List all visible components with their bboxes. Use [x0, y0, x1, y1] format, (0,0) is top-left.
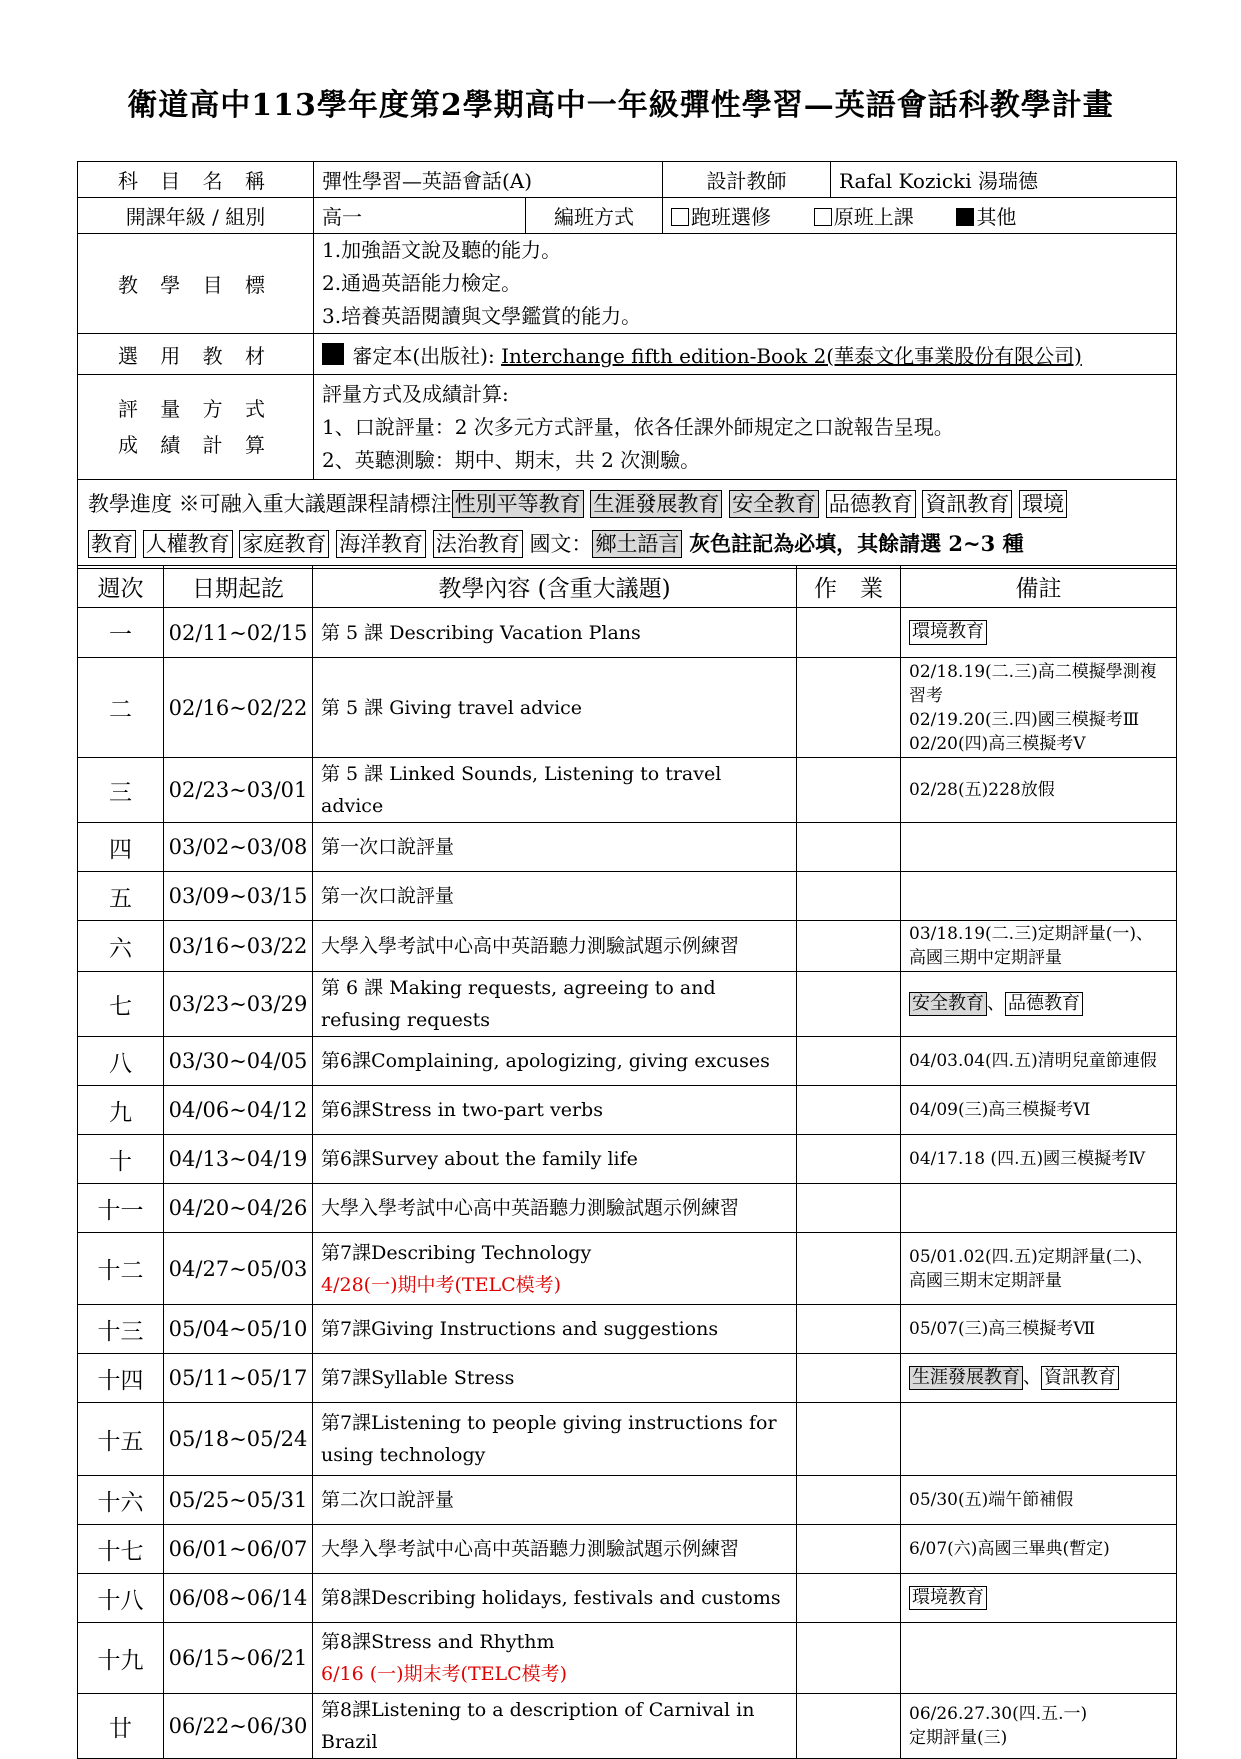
week-cell: 十二 — [78, 1233, 164, 1305]
issue-tag: 資訊教育 — [922, 490, 1012, 518]
content-cell — [313, 1135, 797, 1184]
header-date: 日期起訖 — [164, 566, 313, 608]
content-text: 第 5 課 Describing Vacation Plans — [321, 621, 641, 644]
content-cell — [313, 921, 797, 972]
notes-cell — [901, 658, 1177, 758]
date-cell: 06/15~06/21 — [164, 1623, 313, 1694]
content-cell — [313, 1037, 797, 1086]
note-line: 03/18.19(二.三)定期評量(一)、高國三期中定期評量 — [909, 924, 1153, 968]
notes-cell — [901, 872, 1177, 921]
teacher-label: 設計教師 — [663, 162, 831, 198]
issue-tag: 教育 — [88, 530, 136, 558]
assessment-detail: 評量方式及成績計算: 1、口說評量：2 次多元方式評量，依各任課外師規定之口說報告呈現。 2、英聽測驗：期中、期末，共 2 次測驗。 — [314, 375, 1177, 480]
content-cell — [313, 972, 797, 1037]
content-cell — [313, 1476, 797, 1525]
note-line: 02/19.20(三.四)國三模擬考Ⅲ — [909, 709, 1140, 730]
schedule-row — [78, 1184, 1177, 1233]
class-mode-options — [663, 198, 1177, 234]
note-line: 06/26.27.30(四.五.一) — [909, 1704, 1088, 1724]
issue-tag: 品德教育 — [826, 490, 916, 518]
homework-cell — [797, 972, 901, 1037]
goal-item: 3.培養英語閱讀與文學鑑賞的能力。 — [322, 304, 642, 328]
checkbox-unchecked[interactable] — [671, 208, 689, 226]
schedule-row — [78, 1305, 1177, 1354]
notes-cell — [901, 1305, 1177, 1354]
goal-item: 2.通過英語能力檢定。 — [322, 271, 522, 295]
notes-cell — [901, 1476, 1177, 1525]
week-cell: 十九 — [78, 1623, 164, 1694]
homework-cell — [797, 872, 901, 921]
notes-cell — [901, 1574, 1177, 1623]
homework-cell — [797, 1037, 901, 1086]
date-cell: 03/02~03/08 — [164, 823, 313, 872]
homework-cell — [797, 1354, 901, 1403]
notes-cell — [901, 1233, 1177, 1305]
homework-cell — [797, 823, 901, 872]
content-text: 第6課Complaining, apologizing, giving excuses — [321, 1050, 770, 1072]
assessment-label: 評 量 方 式 成 績 計 算 — [78, 375, 314, 480]
date-cell: 02/11~02/15 — [164, 608, 313, 658]
date-cell: 05/25~05/31 — [164, 1476, 313, 1525]
date-cell: 04/27~05/03 — [164, 1233, 313, 1305]
issue-tag-gray: 生涯發展教育 — [590, 490, 722, 518]
material-title: Interchange fifth edition-Book 2(華泰文化事業股份有限公司) — [501, 343, 1082, 368]
homework-cell — [797, 758, 901, 823]
content-text: 第 6 課 Making requests, agreeing to and refusing requests — [321, 977, 716, 1031]
date-cell: 02/23~03/01 — [164, 758, 313, 823]
course-info-table — [77, 161, 1177, 569]
progress-note: 灰色註記為必填，其餘請選 2~3 種 — [689, 531, 1024, 556]
issue-tag: 法治教育 — [433, 530, 523, 558]
week-cell: 十七 — [78, 1525, 164, 1574]
content-text: 大學入學考試中心高中英語聽力測驗試題示例練習 — [321, 935, 740, 957]
homework-cell — [797, 1233, 901, 1305]
notes-cell — [901, 823, 1177, 872]
grade-value: 高一 — [314, 198, 526, 234]
schedule-row — [78, 1354, 1177, 1403]
schedule-row — [78, 1086, 1177, 1135]
schedule-row — [78, 1623, 1177, 1694]
week-cell: 十三 — [78, 1305, 164, 1354]
week-cell: 二 — [78, 658, 164, 758]
week-cell: 十五 — [78, 1403, 164, 1476]
notes-cell — [901, 1694, 1177, 1759]
notes-cell — [901, 1184, 1177, 1233]
schedule-row — [78, 1694, 1177, 1759]
content-cell — [313, 823, 797, 872]
week-cell: 八 — [78, 1037, 164, 1086]
option-other[interactable]: 其他 — [956, 205, 1016, 229]
content-text: 第一次口說評量 — [321, 836, 455, 858]
week-cell: 三 — [78, 758, 164, 823]
content-text: 第7課Giving Instructions and suggestions — [321, 1318, 719, 1340]
issue-tag: 資訊教育 — [1041, 1366, 1119, 1391]
option-rotating[interactable]: 跑班選修 — [671, 205, 771, 229]
header-homework: 作 業 — [797, 566, 901, 608]
date-cell: 06/08~06/14 — [164, 1574, 313, 1623]
date-cell: 06/01~06/07 — [164, 1525, 313, 1574]
content-text: 第7課Describing Technology — [321, 1241, 592, 1264]
schedule-row — [78, 1037, 1177, 1086]
homework-cell — [797, 608, 901, 658]
content-text: 第8課Stress and Rhythm — [321, 1631, 555, 1653]
schedule-row — [78, 921, 1177, 972]
date-cell: 03/16~03/22 — [164, 921, 313, 972]
issue-tag: 人權教育 — [143, 530, 233, 558]
note-line: 05/30(五)端午節補假 — [909, 1490, 1074, 1510]
exam-highlight: 4/28(一)期中考(TELC模考) — [321, 1273, 562, 1296]
date-cell: 02/16~02/22 — [164, 658, 313, 758]
homework-cell — [797, 1135, 901, 1184]
week-cell: 四 — [78, 823, 164, 872]
issue-tag: 海洋教育 — [336, 530, 426, 558]
homework-cell — [797, 1574, 901, 1623]
note-line: 02/20(四)高三模擬考Ⅴ — [909, 733, 1086, 754]
material-label: 選 用 教 材 — [78, 334, 314, 375]
note-line: 6/07(六)高國三畢典(暫定) — [909, 1539, 1110, 1559]
schedule-row — [78, 1233, 1177, 1305]
week-cell: 十六 — [78, 1476, 164, 1525]
week-cell: 七 — [78, 972, 164, 1037]
note-line: 02/18.19(二.三)高二模擬學測複習考 — [909, 661, 1157, 706]
week-cell: 十 — [78, 1135, 164, 1184]
content-text: 第 5 課 Linked Sounds, Listening to travel advice — [321, 763, 722, 817]
content-cell — [313, 1086, 797, 1135]
option-original-class[interactable]: 原班上課 — [814, 205, 914, 229]
date-cell: 06/22~06/30 — [164, 1694, 313, 1759]
date-cell: 05/18~05/24 — [164, 1403, 313, 1476]
homework-cell — [797, 1184, 901, 1233]
class-mode-label: 編班方式 — [526, 198, 663, 234]
schedule-body — [78, 608, 1177, 1759]
notes-cell — [901, 1525, 1177, 1574]
week-cell: 六 — [78, 921, 164, 972]
page-title: 衛道高中113學年度第2學期高中一年級彈性學習—英語會話科教學計畫 — [127, 88, 1114, 123]
teacher-value: Rafal Kozicki 湯瑞德 — [831, 162, 1177, 198]
issue-tag-gray: 安全教育 — [909, 992, 987, 1017]
homework-cell — [797, 1525, 901, 1574]
content-cell — [313, 1574, 797, 1623]
note-line: 05/07(三)高三模擬考Ⅶ — [909, 1319, 1096, 1339]
notes-cell — [901, 1086, 1177, 1135]
content-cell — [313, 758, 797, 823]
content-cell — [313, 1525, 797, 1574]
filled-square-icon — [322, 343, 344, 365]
notes-cell — [901, 1403, 1177, 1476]
date-cell: 05/04~05/10 — [164, 1305, 313, 1354]
progress-issues-cell: 教學進度 ※可融入重大議題課程請標注 性別平等教育 生涯發展教育 安全教育 品德教育 資訊教育 環境 教育 人權教育 家庭教育 海洋教育 法治教育 國文： 鄉土語言 灰色註記為必填，其餘請選 2~3 種 — [78, 480, 1177, 569]
date-cell: 04/06~04/12 — [164, 1086, 313, 1135]
schedule-row — [78, 1525, 1177, 1574]
content-cell — [313, 1305, 797, 1354]
content-cell — [313, 1403, 797, 1476]
schedule-row — [78, 758, 1177, 823]
week-cell: 廿 — [78, 1694, 164, 1759]
subject-label: 科 目 名 稱 — [78, 162, 314, 198]
homework-cell — [797, 1476, 901, 1525]
schedule-row — [78, 872, 1177, 921]
content-text: 第7課Syllable Stress — [321, 1367, 515, 1389]
grade-label: 開課年級 / 組別 — [78, 198, 314, 234]
header-content: 教學內容 (含重大議題) — [313, 566, 797, 608]
homework-cell — [797, 1305, 901, 1354]
week-cell: 十四 — [78, 1354, 164, 1403]
goal-item: 1.加強語文說及聽的能力。 — [322, 238, 562, 262]
header-week: 週次 — [78, 566, 164, 608]
week-cell: 十八 — [78, 1574, 164, 1623]
issue-tag-gray: 生涯發展教育 — [909, 1366, 1023, 1391]
note-line: 05/01.02(四.五)定期評量(二)、高國三期末定期評量 — [909, 1246, 1153, 1291]
goals-list — [314, 234, 1177, 334]
notes-cell — [901, 758, 1177, 823]
issue-tag: 品德教育 — [1005, 992, 1083, 1017]
date-cell: 05/11~05/17 — [164, 1354, 313, 1403]
homework-cell — [797, 1086, 901, 1135]
content-text: 第6課Survey about the family life — [321, 1148, 638, 1170]
note-line: 02/28(五)228放假 — [909, 780, 1055, 800]
checkbox-checked[interactable] — [956, 208, 974, 226]
content-cell — [313, 1184, 797, 1233]
content-text: 第一次口說評量 — [321, 885, 455, 907]
content-text: 第8課Listening to a description of Carnival in Brazil — [321, 1699, 755, 1753]
date-cell: 04/13~04/19 — [164, 1135, 313, 1184]
week-cell: 九 — [78, 1086, 164, 1135]
date-cell: 03/30~04/05 — [164, 1037, 313, 1086]
homework-cell — [797, 1403, 901, 1476]
header-notes: 備註 — [901, 566, 1177, 608]
issue-tag: 環境 — [1019, 490, 1067, 518]
content-cell — [313, 1694, 797, 1759]
notes-cell — [901, 1623, 1177, 1694]
content-cell — [313, 872, 797, 921]
notes-cell — [901, 921, 1177, 972]
material-value-cell: 審定本(出版社): Interchange fifth edition-Book 2(華泰文化事業股份有限公司) — [314, 334, 1177, 375]
schedule-row — [78, 608, 1177, 658]
content-cell — [313, 1233, 797, 1305]
content-text: 大學入學考試中心高中英語聽力測驗試題示例練習 — [321, 1538, 740, 1560]
content-cell — [313, 658, 797, 758]
week-cell: 五 — [78, 872, 164, 921]
schedule-row — [78, 1135, 1177, 1184]
issue-tag-gray: 鄉土語言 — [592, 530, 682, 558]
subject-value: 彈性學習—英語會話(A) — [314, 162, 663, 198]
issue-tag-gray: 性別平等教育 — [452, 490, 584, 518]
schedule-row — [78, 1574, 1177, 1623]
schedule-row — [78, 1476, 1177, 1525]
schedule-row — [78, 1403, 1177, 1476]
homework-cell — [797, 1694, 901, 1759]
schedule-row — [78, 658, 1177, 758]
notes-cell — [901, 1135, 1177, 1184]
date-cell: 03/09~03/15 — [164, 872, 313, 921]
schedule-row — [78, 823, 1177, 872]
content-text: 第8課Describing holidays, festivals and customs — [321, 1587, 781, 1609]
note-line: 04/17.18 (四.五)國三模擬考Ⅳ — [909, 1149, 1146, 1169]
notes-cell: 生涯發展教育 、 資訊教育 — [901, 1354, 1177, 1403]
date-cell: 03/23~03/29 — [164, 972, 313, 1037]
homework-cell — [797, 1623, 901, 1694]
note-line: 04/03.04(四.五)清明兒童節連假 — [909, 1051, 1157, 1071]
schedule-table — [77, 565, 1177, 1759]
homework-cell — [797, 658, 901, 758]
issue-tag: 家庭教育 — [239, 530, 329, 558]
content-cell — [313, 1623, 797, 1694]
content-text: 第6課Stress in two-part verbs — [321, 1099, 603, 1121]
content-cell — [313, 1354, 797, 1403]
issue-tag-gray: 安全教育 — [729, 490, 819, 518]
date-cell: 04/20~04/26 — [164, 1184, 313, 1233]
exam-highlight: 6/16 (一)期末考(TELC模考) — [321, 1663, 568, 1685]
checkbox-unchecked[interactable] — [814, 208, 832, 226]
note-line: 04/09(三)高三模擬考Ⅵ — [909, 1100, 1091, 1120]
goals-label: 教 學 目 標 — [78, 234, 314, 334]
week-cell: 十一 — [78, 1184, 164, 1233]
schedule-row — [78, 972, 1177, 1037]
issue-tag: 環境教育 — [909, 1586, 987, 1611]
content-text: 第 5 課 Giving travel advice — [321, 696, 583, 719]
content-text: 大學入學考試中心高中英語聽力測驗試題示例練習 — [321, 1197, 740, 1219]
content-cell — [313, 608, 797, 658]
notes-cell — [901, 1037, 1177, 1086]
notes-cell — [901, 608, 1177, 658]
content-text: 第二次口說評量 — [321, 1489, 455, 1511]
notes-cell: 安全教育 、 品德教育 — [901, 972, 1177, 1037]
content-text: 第7課Listening to people giving instructions for using technology — [321, 1412, 777, 1466]
homework-cell — [797, 921, 901, 972]
week-cell: 一 — [78, 608, 164, 658]
issue-tag: 環境教育 — [909, 620, 987, 645]
note-line: 定期評量(三) — [909, 1728, 1008, 1748]
